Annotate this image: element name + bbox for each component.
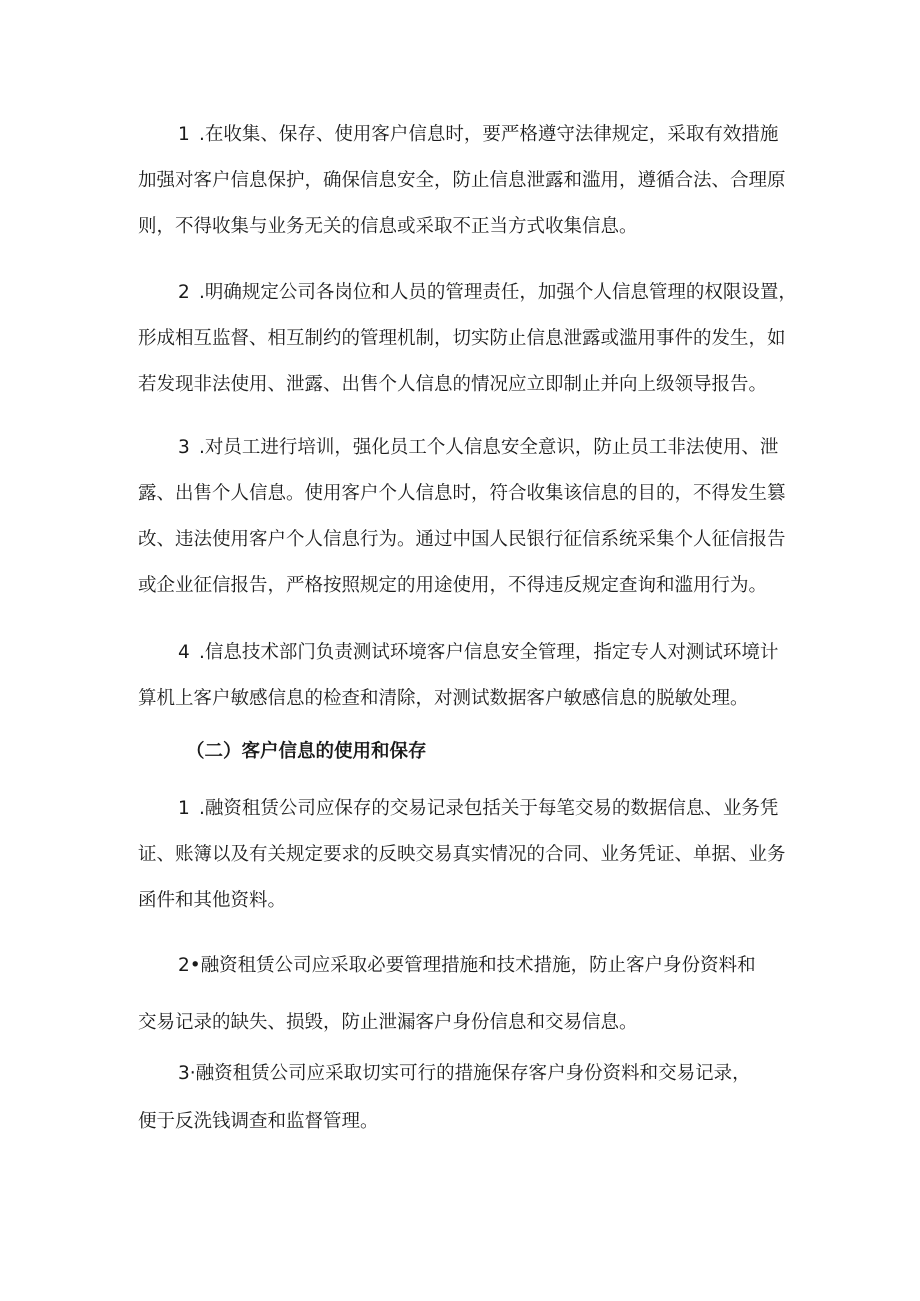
paragraph-line: 函件和其他资料。 xyxy=(138,890,287,911)
paragraph-5 xyxy=(138,786,802,924)
paragraph-7 xyxy=(138,1051,802,1097)
paragraph-line: 2 .明确规定公司各岗位和人员的管理责任，加强个人信息管理的权限设置， xyxy=(178,282,797,303)
paragraph-line: 交易记录的缺失、损毁，防止泄漏客户身份信息和交易信息。 xyxy=(138,1012,638,1033)
paragraph-line: 则，不得收集与业务无关的信息或采取不正当方式收集信息。 xyxy=(138,216,638,237)
paragraph-line: 1 .融资租赁公司应保存的交易记录包括关于每笔交易的数据信息、业务凭 xyxy=(178,798,779,819)
paragraph-3 xyxy=(138,425,802,609)
paragraph-4 xyxy=(138,630,802,722)
paragraph-6 xyxy=(138,943,802,989)
section-heading: （二）客户信息的使用和保存 xyxy=(186,741,427,762)
paragraph-line: 加强对客户信息保护，确保信息安全，防止信息泄露和滥用，遵循合法、合理原 xyxy=(138,170,786,191)
paragraph-line: 4 .信息技术部门负责测试环境客户信息安全管理，指定专人对测试环境计 xyxy=(178,642,779,663)
paragraph-line: 露、出售个人信息。使用客户个人信息时，符合收集该信息的目的，不得发生篡 xyxy=(138,483,786,504)
paragraph-line: 1 .在收集、保存、使用客户信息时，要严格遵守法律规定，采取有效措施 xyxy=(178,124,779,145)
paragraph-line: 便于反洗钱调查和监督管理。 xyxy=(138,1111,379,1132)
paragraph-line: 改、违法使用客户个人信息行为。通过中国人民银行征信系统采集个人征信报告 xyxy=(138,529,786,550)
paragraph-2 xyxy=(138,270,802,408)
paragraph-line: 形成相互监督、相互制约的管理机制，切实防止信息泄露或滥用事件的发生，如 xyxy=(138,328,786,349)
paragraph-line: 或企业征信报告，严格按照规定的用途使用，不得违反规定查询和滥用行为。 xyxy=(138,575,768,596)
paragraph-6-continued xyxy=(138,1000,802,1046)
paragraph-line: 3 .对员工进行培训，强化员工个人信息安全意识，防止员工非法使用、泄 xyxy=(178,437,779,458)
paragraph-line: 算机上客户敏感信息的检查和清除，对测试数据客户敏感信息的脱敏处理。 xyxy=(138,688,749,709)
paragraph-line: 2•融资租赁公司应采取必要管理措施和技术措施，防止客户身份资料和 xyxy=(178,955,756,976)
paragraph-line: 证、账簿以及有关规定要求的反映交易真实情况的合同、业务凭证、单据、业务 xyxy=(138,844,786,865)
paragraph-line: 3·融资租赁公司应采取切实可行的措施保存客户身份资料和交易记录， xyxy=(178,1063,751,1084)
paragraph-1 xyxy=(138,112,802,250)
paragraph-7-continued xyxy=(138,1099,802,1145)
paragraph-line: 若发现非法使用、泄露、出售个人信息的情况应立即制止并向上级领导报告。 xyxy=(138,374,768,395)
